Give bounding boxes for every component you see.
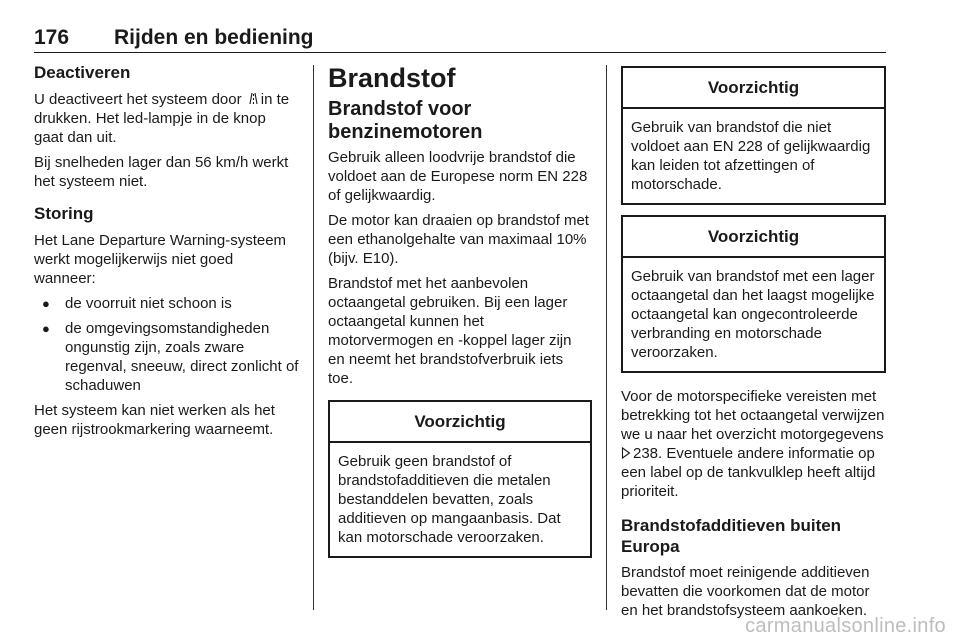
page-reference-arrow-icon [621, 445, 631, 457]
caution-text: Gebruik van brandstof die niet voldoet aan EN 228 of gelijkwaardig kan leiden tot afzettingen of motorschade. [631, 119, 871, 193]
page-header [34, 24, 886, 53]
column-2 [328, 62, 592, 568]
column-divider [606, 65, 607, 610]
bullet-icon: ● [42, 321, 50, 336]
storing-heading: Storing [34, 204, 94, 223]
caution-title: Voorzichtig [330, 402, 590, 443]
lane-departure-icon [248, 91, 259, 104]
fuel-paragraph-3: Brandstof met het aanbevolen octaangetal gebruiken. Bij een lager octaangetal kunnen het motorvermogen en -koppel lager zijn en neemt het brandstofverbruik iets toe. [328, 275, 572, 387]
list-item: ● de omgevingsomstandigheden ongunstig zijn, zoals zware regenval, sneeuw, direct zonlicht of schaduwen [42, 320, 299, 394]
caution-box [621, 66, 886, 205]
column-3 [621, 58, 886, 626]
caution-text: Gebruik geen brandstof of brandstofadditieven die metalen bestanddelen bevatten, zoals additieven op mangaanbasis. Dat kan motorschade veroorzaken. [338, 453, 561, 546]
section-title: Brandstof [328, 63, 456, 93]
bullet-icon: ● [42, 296, 50, 311]
deactiveren-heading: Deactiveren [34, 63, 131, 82]
caution-title: Voorzichtig [623, 68, 884, 109]
caution-box [621, 215, 886, 373]
deactiveren-paragraph: U deactiveert het systeem door in te drukken. Het led-lampje in de knop gaat dan uit. [34, 91, 290, 146]
list-item: ● de voorruit niet schoon is [42, 295, 232, 312]
watermark: carmanualsonline.info [745, 615, 946, 637]
column-1 [34, 62, 299, 445]
caution-box [328, 400, 592, 558]
fuel-paragraph-1: Gebruik alleen loodvrije brandstof die voldoet aan de Europese norm EN 228 of gelijkwaardig. [328, 149, 588, 204]
octane-paragraph: Voor de motorspecifieke vereisten met betrekking tot het octaangetal verwijzen we u naar het overzicht motorgegevens 238. Eventuele andere informatie op een label op de tankvulklep heeft altijd prioriteit. [621, 388, 885, 500]
speed-note: Bij snelheden lager dan 56 km/h werkt het systeem niet. [34, 154, 289, 190]
additives-paragraph: Brandstof moet reinigende additieven bevatten die voorkomen dat de motor en het brandstofsysteem aankoeken. [621, 564, 870, 619]
page-reference-link[interactable]: 238 [633, 445, 659, 462]
fuel-paragraph-2: De motor kan draaien op brandstof met een ethanolgehalte van maximaal 10% (bijv. E10). [328, 212, 589, 267]
additives-heading: Brandstofadditieven buiten Europa [621, 516, 842, 556]
chapter-title: Rijden en bediening [114, 26, 314, 49]
storing-closing: Het systeem kan niet werken als het geen rijstrookmarkering waarneemt. [34, 402, 275, 438]
page-number: 176 [34, 26, 70, 49]
caution-title: Voorzichtig [623, 217, 884, 258]
storing-intro: Het Lane Departure Warning-systeem werkt mogelijkerwijs niet goed wanneer: [34, 232, 287, 287]
section-subtitle: Brandstof voor benzinemotoren [328, 98, 483, 143]
storing-list [34, 294, 299, 395]
column-divider [313, 65, 314, 610]
caution-text: Gebruik van brandstof met een lager octaangetal dan het laagst mogelijke octaangetal kan ongecontroleerde verbranding en motorschade veroorzaken. [631, 268, 875, 361]
